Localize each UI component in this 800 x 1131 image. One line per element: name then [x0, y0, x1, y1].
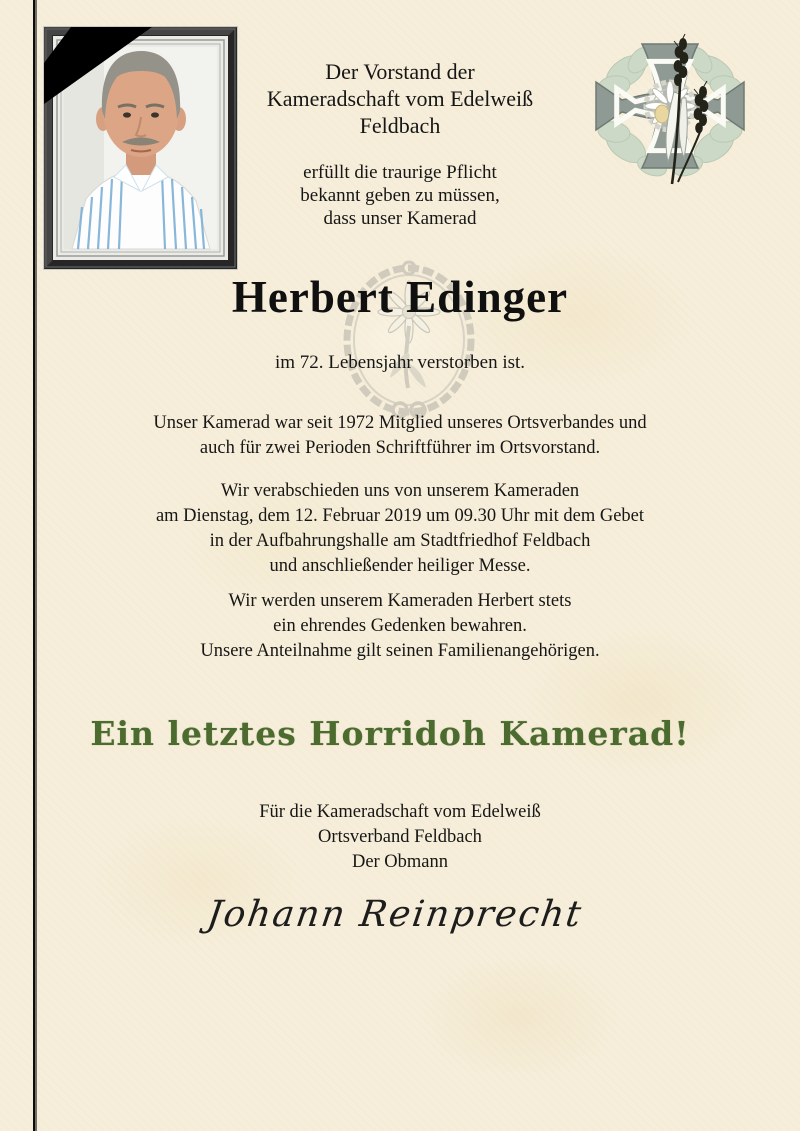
- age-line: im 72. Lebensjahr verstorben ist.: [274, 352, 526, 373]
- duty-line: dass unser Kamerad: [323, 208, 477, 229]
- remembrance-line: Wir werden unserem Kameraden Herbert stets: [228, 591, 572, 611]
- membership-line: Unser Kamerad war seit 1972 Mitglied unseres Ortsverbandes und: [153, 413, 647, 433]
- remembrance-paragraph: [60, 589, 740, 664]
- announcer-line: Kameradschaft vom Edelweiß: [266, 86, 534, 111]
- farewell-line: Wir verabschieden uns von unserem Kameraden: [220, 481, 580, 501]
- announcer-line: Feldbach: [359, 113, 441, 138]
- duty-line: bekannt geben zu müssen,: [300, 185, 500, 206]
- closing-line: Der Obmann: [351, 852, 449, 872]
- closing-line: Für die Kameradschaft vom Edelweiß: [259, 802, 541, 822]
- obmann-signature: Johann Reinprecht: [204, 894, 586, 935]
- farewell-line: am Dienstag, dem 12. Februar 2019 um 09.30 Uhr mit dem Gebet: [155, 506, 645, 526]
- farewell-line: in der Aufbahrungshalle am Stadtfriedhof Feldbach: [209, 531, 591, 551]
- remembrance-line: Unsere Anteilnahme gilt seinen Familienangehörigen.: [200, 641, 600, 661]
- farewell-paragraph: [60, 479, 740, 579]
- left-border-rule: [33, 0, 37, 1131]
- duty-block: [120, 161, 680, 230]
- closing-block: [120, 800, 680, 875]
- duty-line: erfüllt die traurige Pflicht: [303, 162, 497, 183]
- announcer-line: Der Vorstand der: [325, 59, 475, 84]
- farewell-line: und anschließender heiliger Messe.: [269, 556, 531, 576]
- membership-paragraph: [60, 411, 740, 461]
- announcer-block: [120, 58, 680, 139]
- membership-line: auch für zwei Perioden Schriftführer im Ortsvorstand.: [199, 438, 601, 458]
- farewell-motto: Ein letztes Horridoh Kamerad!: [90, 714, 690, 753]
- closing-line: Ortsverband Feldbach: [318, 827, 482, 847]
- remembrance-line: ein ehrendes Gedenken bewahren.: [273, 616, 527, 636]
- deceased-name: Herbert Edinger: [231, 272, 569, 322]
